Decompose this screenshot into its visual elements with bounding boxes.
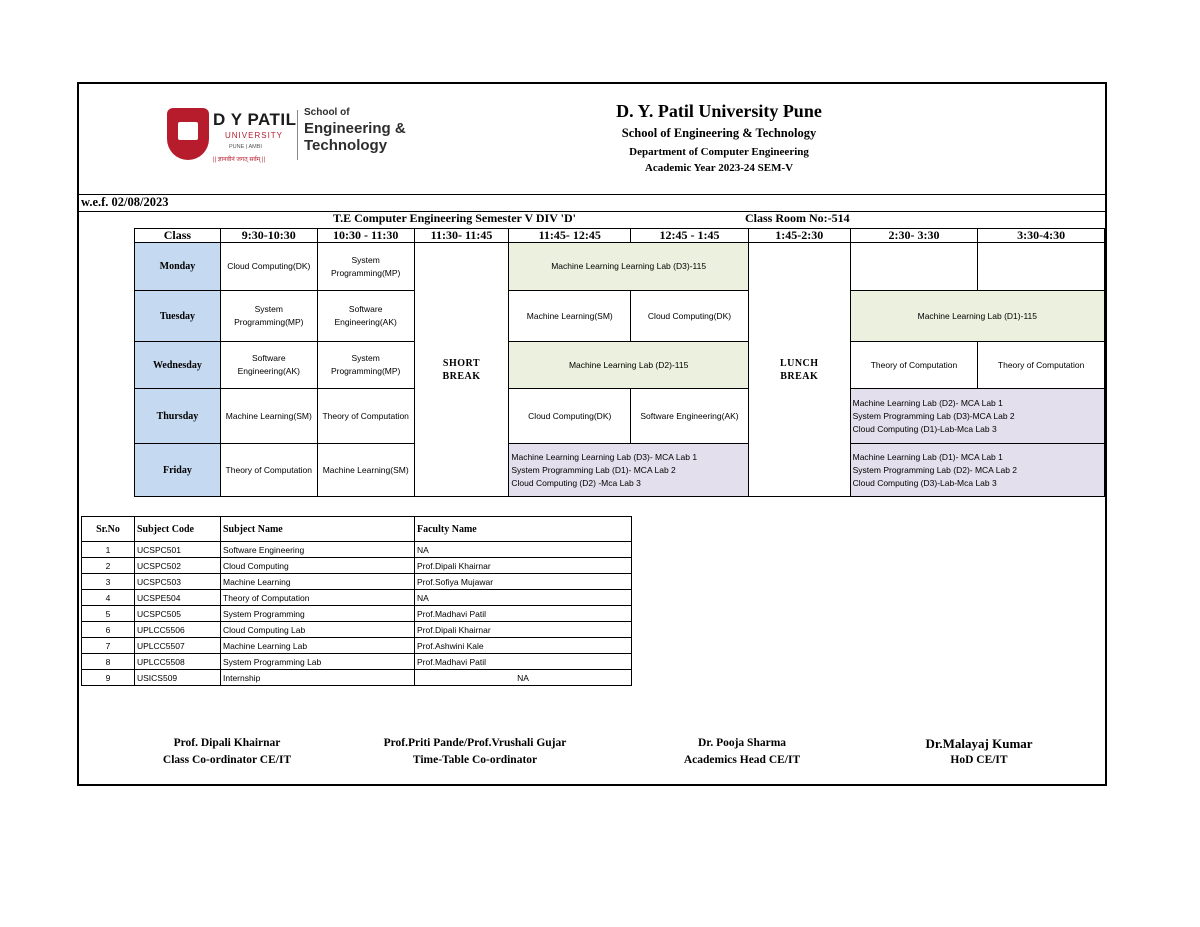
- subject-table: [81, 516, 632, 686]
- subject-code: UCSPC505: [135, 606, 221, 622]
- signature-role: Academics Head CE/IT: [683, 754, 801, 766]
- subject-name: Cloud Computing: [221, 558, 415, 574]
- table-row: [82, 542, 632, 558]
- faculty-name: NA: [415, 542, 632, 558]
- sr-no: 5: [82, 606, 135, 622]
- header-slot: 3:30-4:30: [978, 229, 1105, 243]
- signature-academics-head: [622, 735, 862, 769]
- subject-name: Software Engineering: [221, 542, 415, 558]
- lecture-cell: Theory of Computation: [850, 342, 978, 389]
- lecture-cell: Cloud Computing(DK): [220, 243, 317, 291]
- short-break: [414, 243, 509, 497]
- subject-name: Machine Learning Lab: [221, 638, 415, 654]
- timetable-sheet: [77, 82, 1107, 786]
- lab-batch-line: System Programming Lab (D1)- MCA Lab 2: [511, 464, 676, 475]
- lab-batch-line: Cloud Computing (D2) -Mca Lab 3: [511, 477, 641, 488]
- lecture-cell: [978, 243, 1105, 291]
- signature-role: Time-Table Co-ordinator: [412, 754, 538, 766]
- lecture-cell: Theory of Computation: [978, 342, 1105, 389]
- lecture-cell: Cloud Computing(DK): [631, 291, 749, 342]
- signature-role: HoD CE/IT: [950, 754, 1008, 766]
- lecture-cell: Software Engineering(AK): [631, 389, 749, 444]
- lecture-cell: System Programming(MP): [317, 243, 414, 291]
- lab-batch-line: Cloud Computing (D1)-Lab-Mca Lab 3: [852, 423, 997, 434]
- table-row: [82, 590, 632, 606]
- day-label: Wednesday: [135, 342, 221, 389]
- school-title: School of Engineering & Technology: [621, 126, 817, 140]
- row-thursday: [135, 389, 1105, 444]
- row-monday: [135, 243, 1105, 291]
- short-break-line: SHORT: [442, 357, 481, 369]
- subject-name: Internship: [221, 670, 415, 686]
- row-wednesday: [135, 342, 1105, 389]
- signature-name: Prof.Priti Pande/Prof.Vrushali Gujar: [383, 737, 567, 749]
- logo-school-line2: Engineering &: [304, 120, 406, 137]
- header-slot: 12:45 - 1:45: [631, 229, 749, 243]
- logo-location: PUNE | AMBI: [229, 144, 262, 150]
- timetable-grid: [134, 228, 1105, 497]
- header-slot: 11:45- 12:45: [509, 229, 631, 243]
- sr-no: 8: [82, 654, 135, 670]
- table-row: [82, 606, 632, 622]
- lab-batch-line: Machine Learning Learning Lab (D3)- MCA Lab 1: [511, 451, 698, 462]
- divider: [79, 211, 1105, 212]
- table-row: [82, 670, 632, 686]
- lab-batch-line: Machine Learning Lab (D1)- MCA Lab 1: [852, 451, 1003, 462]
- lab-cell: Machine Learning Lab (D2)-115: [509, 342, 749, 389]
- header-slot: 2:30- 3:30: [850, 229, 978, 243]
- logo-school-line1: School of: [304, 107, 350, 118]
- signature-name: Dr.Malayaj Kumar: [925, 736, 1033, 751]
- timetable-header-row: [135, 229, 1105, 243]
- academic-year: Academic Year 2023-24 SEM-V: [644, 162, 794, 174]
- lunch-break-line: BREAK: [780, 370, 819, 382]
- header-slot: 11:30- 11:45: [414, 229, 509, 243]
- subject-name: System Programming: [221, 606, 415, 622]
- logo-university: UNIVERSITY: [225, 131, 284, 140]
- subject-code: UPLCC5507: [135, 638, 221, 654]
- lab-batch-cell: [850, 389, 1104, 444]
- lunch-break-line: LUNCH: [779, 357, 819, 369]
- logo-school: [304, 108, 406, 153]
- sr-no: 9: [82, 670, 135, 686]
- col-header: Sr.No: [82, 517, 135, 542]
- sr-no: 6: [82, 622, 135, 638]
- lab-batch-cell: [850, 444, 1104, 497]
- short-break-line: BREAK: [442, 370, 481, 382]
- lecture-cell: Software Engineering(AK): [220, 342, 317, 389]
- logo-school-line3: Technology: [304, 137, 388, 154]
- signature-name: Prof. Dipali Khairnar: [173, 737, 281, 749]
- sr-no: 4: [82, 590, 135, 606]
- col-header: Subject Name: [221, 517, 415, 542]
- lecture-cell: [850, 243, 978, 291]
- day-label: Monday: [135, 243, 221, 291]
- faculty-name: NA: [415, 590, 632, 606]
- lab-batch-cell: [509, 444, 749, 497]
- faculty-name: Prof.Madhavi Patil: [415, 606, 632, 622]
- logo-name: D Y PATIL: [213, 110, 297, 129]
- signature-timetable-coordinator: [355, 735, 595, 769]
- subject-code: USICS509: [135, 670, 221, 686]
- logo-divider: [297, 110, 298, 160]
- header-slot: 1:45-2:30: [748, 229, 850, 243]
- lecture-cell: Machine Learning(SM): [220, 389, 317, 444]
- day-label: Friday: [135, 444, 221, 497]
- signature-class-coordinator: [107, 735, 347, 769]
- faculty-name: Prof.Ashwini Kale: [415, 638, 632, 654]
- lunch-break: [748, 243, 850, 497]
- signature-hod: [859, 735, 1099, 769]
- subject-name: System Programming Lab: [221, 654, 415, 670]
- table-row: [82, 574, 632, 590]
- faculty-name: Prof.Sofiya Mujawar: [415, 574, 632, 590]
- row-tuesday: [135, 291, 1105, 342]
- lecture-cell: System Programming(MP): [317, 342, 414, 389]
- university-logo: [167, 100, 422, 170]
- faculty-name: Prof.Dipali Khairnar: [415, 622, 632, 638]
- lab-cell: Machine Learning Learning Lab (D3)-115: [509, 243, 749, 291]
- subject-header-row: [82, 517, 632, 542]
- lecture-cell: System Programming(MP): [220, 291, 317, 342]
- table-row: [82, 638, 632, 654]
- subject-code: UCSPE504: [135, 590, 221, 606]
- subject-name: Cloud Computing Lab: [221, 622, 415, 638]
- subject-code: UPLCC5508: [135, 654, 221, 670]
- lab-batch-line: Cloud Computing (D3)-Lab-Mca Lab 3: [852, 477, 997, 488]
- header-slot: 10:30 - 11:30: [317, 229, 414, 243]
- sr-no: 1: [82, 542, 135, 558]
- university-title: D. Y. Patil University Pune: [616, 101, 822, 121]
- table-row: [82, 654, 632, 670]
- faculty-name: Prof.Madhavi Patil: [415, 654, 632, 670]
- sr-no: 3: [82, 574, 135, 590]
- header-class: Class: [135, 229, 221, 243]
- sr-no: 2: [82, 558, 135, 574]
- signature-role: Class Co-ordinator CE/IT: [162, 754, 292, 766]
- lab-batch-line: Machine Learning Lab (D2)- MCA Lab 1: [852, 397, 1003, 408]
- lecture-cell: Machine Learning(SM): [317, 444, 414, 497]
- classroom: Class Room No:-514: [745, 211, 850, 225]
- lab-cell: Machine Learning Lab (D1)-115: [850, 291, 1104, 342]
- table-row: [82, 558, 632, 574]
- subject-code: UCSPC501: [135, 542, 221, 558]
- department-title: Department of Computer Engineering: [629, 146, 809, 158]
- subject-code: UCSPC502: [135, 558, 221, 574]
- faculty-name: NA: [415, 670, 632, 686]
- col-header: Subject Code: [135, 517, 221, 542]
- row-friday: [135, 444, 1105, 497]
- lecture-cell: Machine Learning(SM): [509, 291, 631, 342]
- lab-batch-line: System Programming Lab (D2)- MCA Lab 2: [852, 464, 1018, 475]
- lecture-cell: Cloud Computing(DK): [509, 389, 631, 444]
- sr-no: 7: [82, 638, 135, 654]
- divider: [79, 194, 1105, 195]
- class-line: T.E Computer Engineering Semester V DIV 'D': [333, 211, 577, 225]
- day-label: Thursday: [135, 389, 221, 444]
- lab-batch-line: System Programming Lab (D3)-MCA Lab 2: [852, 410, 1015, 421]
- table-row: [82, 622, 632, 638]
- subject-code: UPLCC5506: [135, 622, 221, 638]
- lecture-cell: Theory of Computation: [317, 389, 414, 444]
- faculty-name: Prof.Dipali Khairnar: [415, 558, 632, 574]
- signature-name: Dr. Pooja Sharma: [697, 737, 787, 749]
- wef-date: w.e.f. 02/08/2023: [81, 195, 169, 209]
- header-slot: 9:30-10:30: [220, 229, 317, 243]
- col-header: Faculty Name: [415, 517, 632, 542]
- university-seal-icon: [167, 108, 209, 160]
- subject-code: UCSPC503: [135, 574, 221, 590]
- lecture-cell: Theory of Computation: [220, 444, 317, 497]
- subject-name: Machine Learning: [221, 574, 415, 590]
- day-label: Tuesday: [135, 291, 221, 342]
- subject-name: Theory of Computation: [221, 590, 415, 606]
- lecture-cell: Software Engineering(AK): [317, 291, 414, 342]
- logo-motto: || ज्ञानवीनं जगत् सर्वम् ||: [213, 157, 266, 163]
